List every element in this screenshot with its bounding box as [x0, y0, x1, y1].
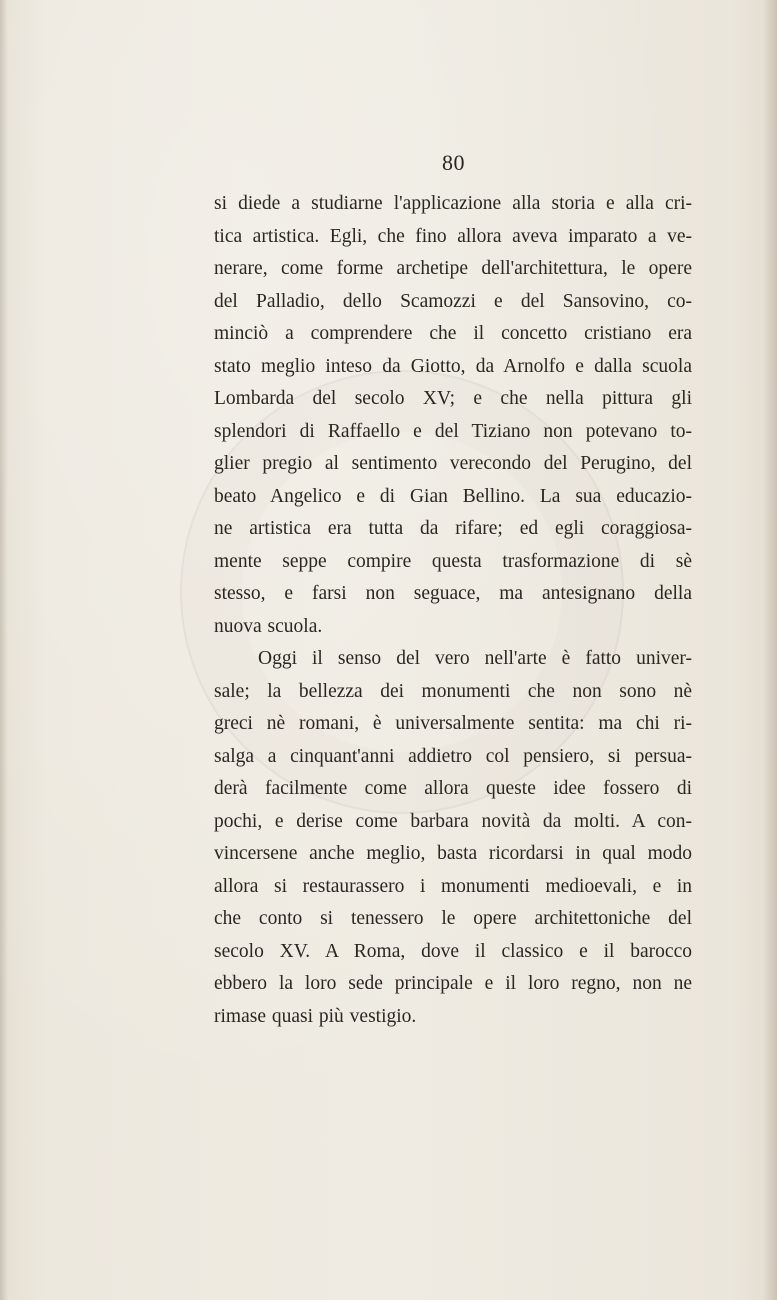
text-line: mente seppe compire questa trasformazione di sè: [214, 550, 692, 572]
text-line: nerare, come forme archetipe dell'architettura, le opere: [214, 258, 692, 279]
text-line: vincersene anche meglio, basta ricordarsi in qual modo: [214, 843, 692, 864]
page-edge-left: [0, 0, 8, 1300]
text-line: greci nè romani, è universalmente sentita: ma chi ri-: [214, 713, 692, 734]
text-line: Oggi il senso del vero nell'arte è fatto univer-: [258, 648, 692, 669]
text-line: stato meglio inteso da Giotto, da Arnolfo e dalla scuola: [214, 355, 692, 377]
text-line: ebbero la loro sede principale e il loro regno, non ne: [214, 973, 692, 994]
text-line: derà facilmente come allora queste idee fossero di: [214, 778, 692, 799]
text-line: del Palladio, dello Scamozzi e del Sansovino, co-: [214, 290, 692, 312]
text-line: secolo XV. A Roma, dove il classico e il barocco: [214, 940, 692, 962]
body-text: [214, 188, 692, 1033]
text-line: Lombarda del secolo XV; e che nella pittura gli: [214, 388, 692, 409]
text-line: sale; la bellezza dei monumenti che non sono nè: [214, 680, 692, 702]
paragraph-2: [214, 643, 692, 1033]
text-line: si diede a studiarne l'applicazione alla storia e alla cri-: [214, 193, 692, 214]
text-line: che conto si tenessero le opere architettoniche del: [214, 908, 692, 929]
text-line: glier pregio al sentimento verecondo del Perugino, del: [214, 453, 692, 474]
page-edge-right: [763, 0, 777, 1300]
text-line: tica artistica. Egli, che fino allora aveva imparato a ve-: [214, 225, 692, 247]
text-line: rimase quasi più vestigio.: [214, 1005, 417, 1027]
text-line: minciò a comprendere che il concetto cristiano era: [214, 323, 692, 344]
text-line: splendori di Raffaello e del Tiziano non potevano to-: [214, 420, 692, 442]
page-number: 80: [442, 150, 465, 175]
text-line: salga a cinquant'anni addietro col pensiero, si persua-: [214, 745, 692, 767]
text-line: beato Angelico e di Gian Bellino. La sua educazio-: [214, 485, 692, 507]
text-line: pochi, e derise come barbara novità da molti. A con-: [214, 810, 692, 832]
text-line: allora si restaurassero i monumenti medioevali, e in: [214, 875, 692, 897]
text-line: nuova scuola.: [214, 615, 323, 637]
text-line: ne artistica era tutta da rifare; ed egli coraggiosa-: [214, 518, 692, 539]
text-line: stesso, e farsi non seguace, ma antesignano della: [214, 583, 692, 604]
paragraph-1: [214, 188, 692, 643]
